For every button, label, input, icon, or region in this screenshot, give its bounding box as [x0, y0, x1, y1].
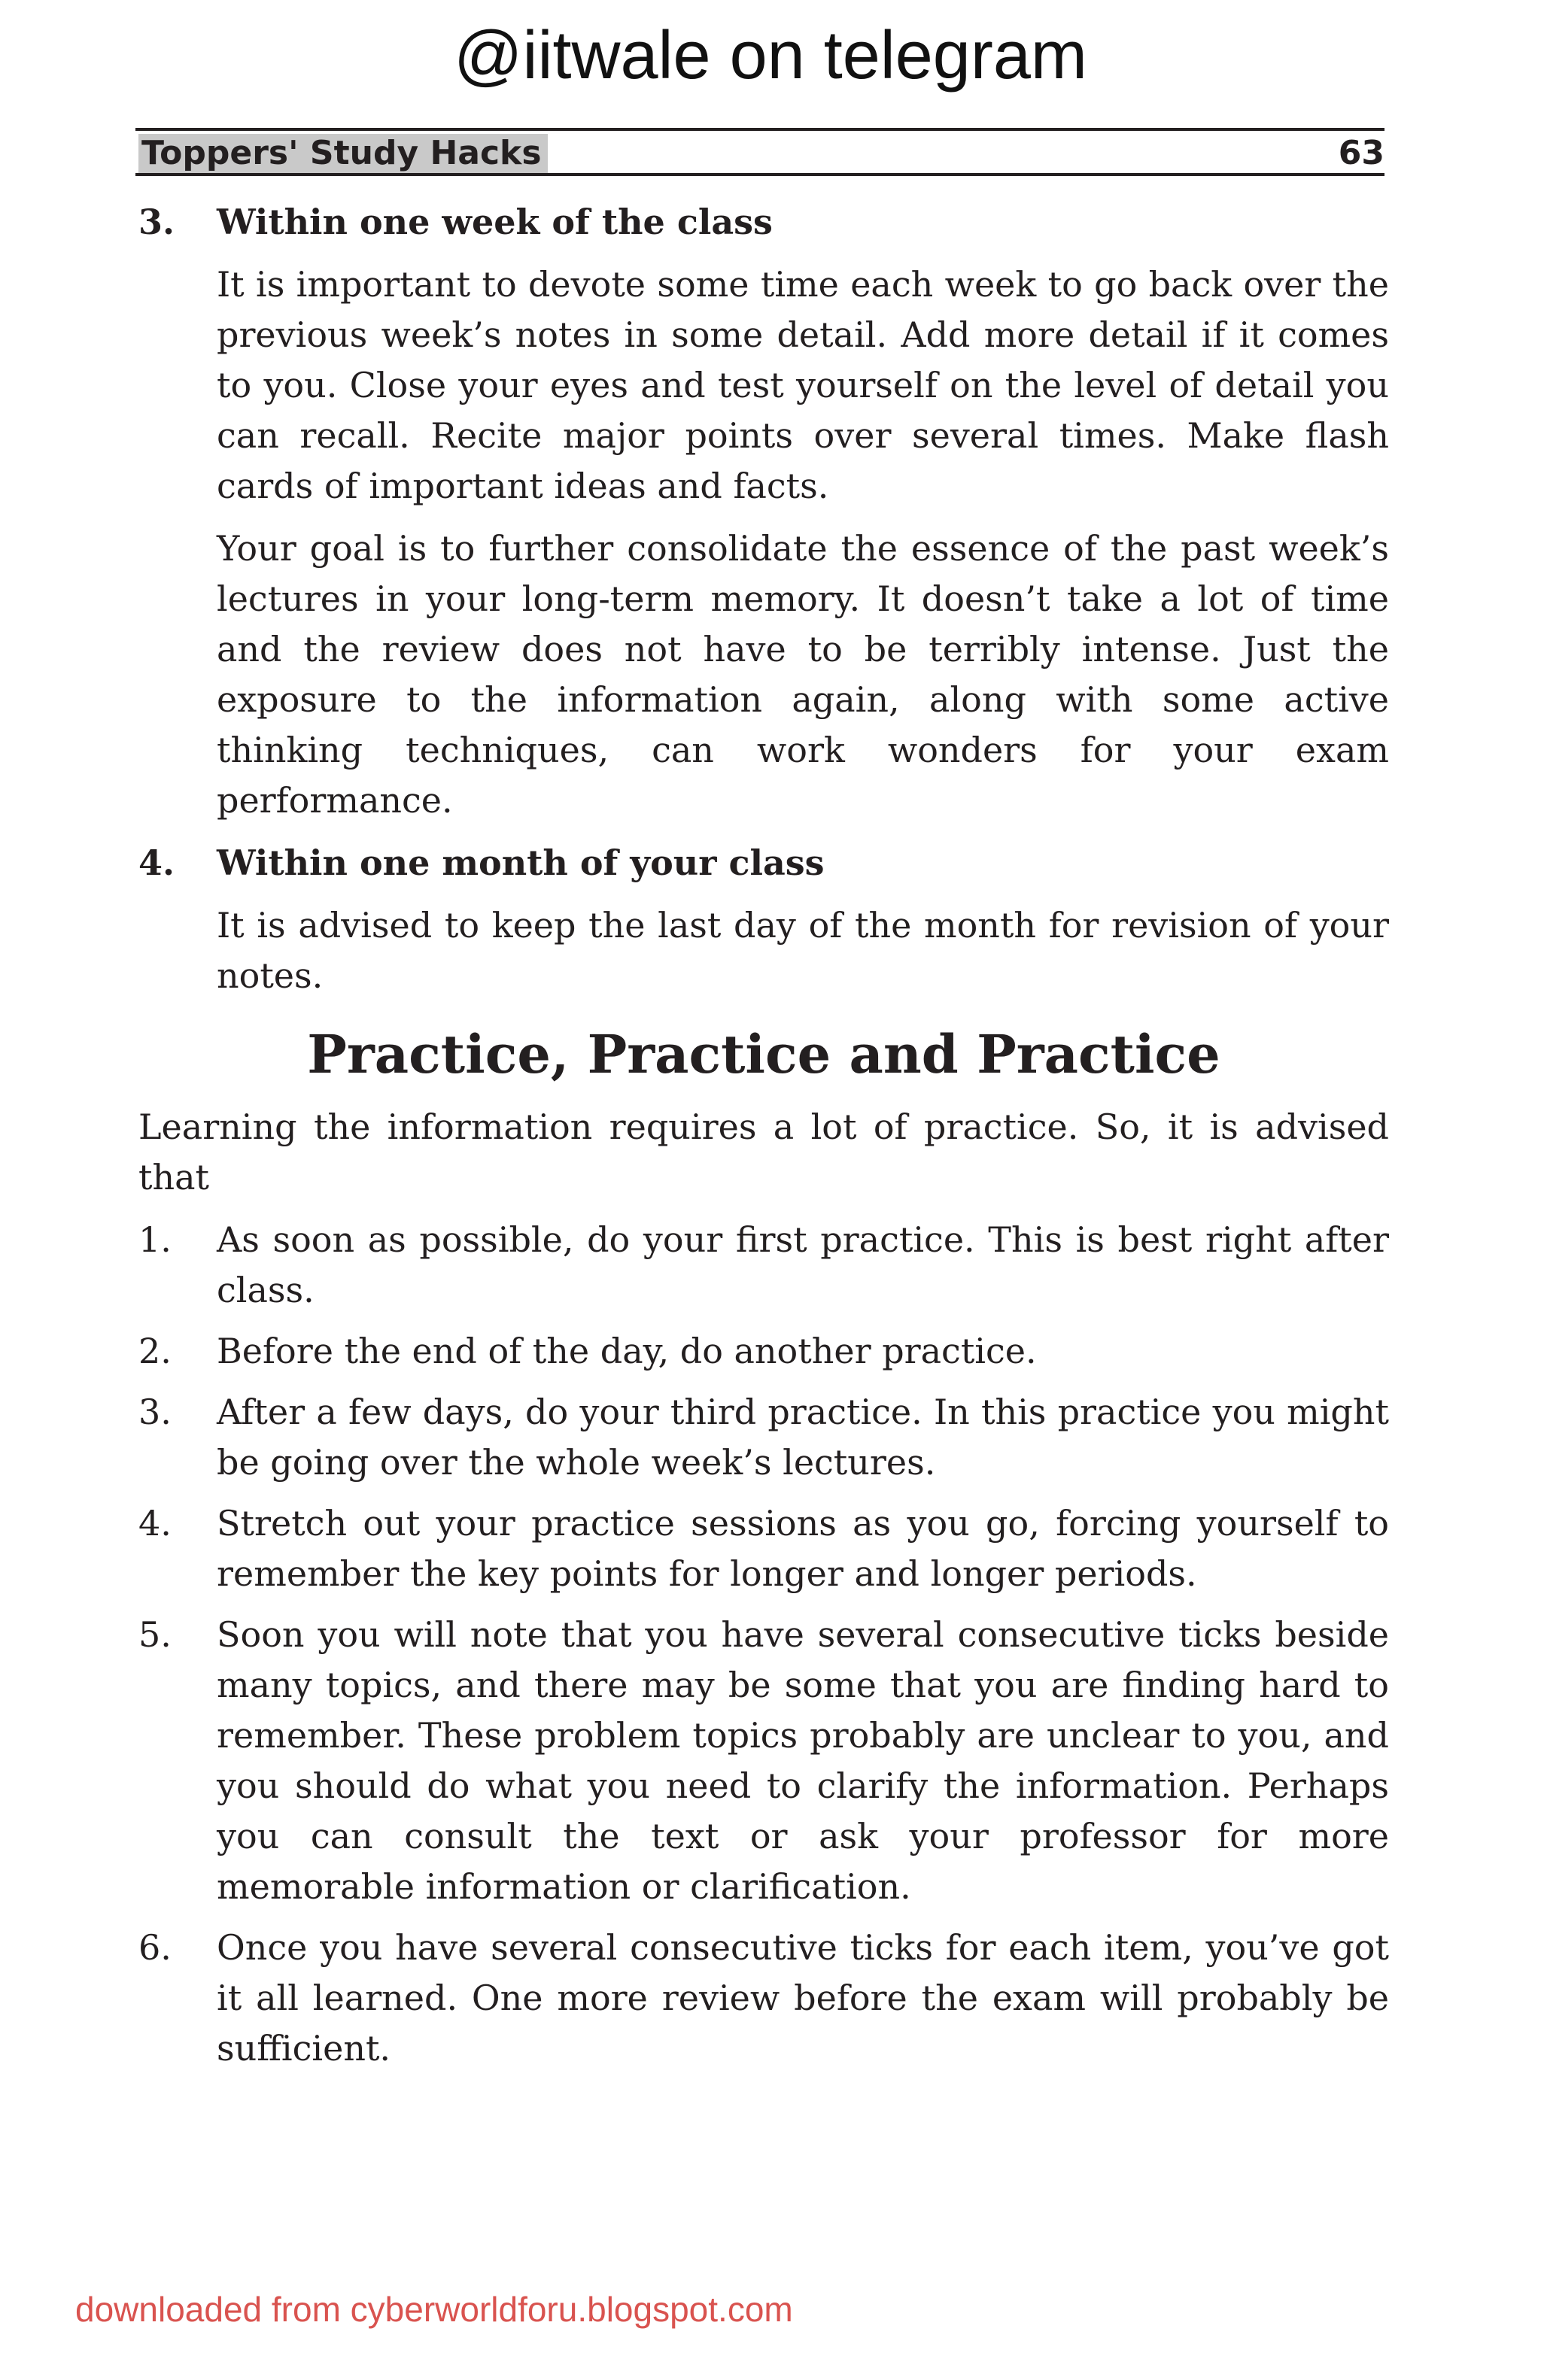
page-body [138, 197, 1389, 2084]
body-paragraph: It is important to devote some time each week to go back over the previous week’s notes in some detail. Add more detail if it comes to you. Close your eyes and test yourself on the level of detail you can recall. Recite major points over several times. Make flash cards of important ideas and facts. [217, 264, 1389, 506]
step-number: 3. [138, 202, 175, 242]
section-intro: Learning the information requires a lot of practice. So, it is advised that [138, 1107, 1389, 1198]
list-item [138, 1923, 1389, 2074]
list-item [138, 1387, 1389, 1488]
list-number: 6. [138, 1927, 172, 1968]
body-paragraph: Your goal is to further consolidate the essence of the past week’s lectures in your long-term memory. It doesn’t take a lot of time and the review does not have to be terribly intense. Just the exposure to the information again, along with some active thinking techniques, can work wonders for your exam performance. [217, 528, 1389, 821]
list-item [138, 1610, 1389, 1912]
step-title: Within one week of the class [217, 202, 773, 242]
page-header [135, 128, 1384, 176]
list-text: As soon as possible, do your first practice. This is best right after class. [217, 1219, 1389, 1310]
body-paragraph: It is advised to keep the last day of the month for revision of your notes. [217, 905, 1389, 996]
list-number: 5. [138, 1614, 172, 1655]
list-text: After a few days, do your third practice. In this practice you might be going over the whole week’s lectures. [217, 1392, 1389, 1483]
step-title: Within one month of your class [217, 842, 825, 883]
step-heading [138, 197, 1389, 247]
step-heading [138, 838, 1389, 888]
list-number: 1. [138, 1219, 172, 1260]
telegram-watermark: @iitwale on telegram [454, 18, 1087, 93]
list-text: Before the end of the day, do another practice. [217, 1331, 1037, 1371]
list-item [138, 1326, 1389, 1377]
list-number: 3. [138, 1392, 172, 1432]
step-number: 4. [138, 842, 175, 883]
list-text: Soon you will note that you have several consecutive ticks beside many topics, and there may be some that you are finding hard to remember. These problem topics probably are unclear to you, and you should do what you need to clarify the information. Perhaps you can consult the text or ask your professor for more memorable information or clarification. [217, 1614, 1389, 1907]
page-number: 63 [1338, 134, 1384, 172]
list-text: Once you have several consecutive ticks for each item, you’ve got it all learned. One more review before the exam will probably be sufficient. [217, 1927, 1389, 2069]
footer-source-link[interactable]: downloaded from cyberworldforu.blogspot.com [75, 2290, 793, 2329]
list-item [138, 1215, 1389, 1316]
list-number: 4. [138, 1503, 172, 1544]
list-item [138, 1498, 1389, 1599]
list-number: 2. [138, 1331, 172, 1371]
section-title: Practice, Practice and Practice [307, 1023, 1220, 1085]
running-title: Toppers' Study Hacks [138, 134, 548, 173]
list-text: Stretch out your practice sessions as you go, forcing yourself to remember the key points for longer and longer periods. [217, 1503, 1389, 1594]
